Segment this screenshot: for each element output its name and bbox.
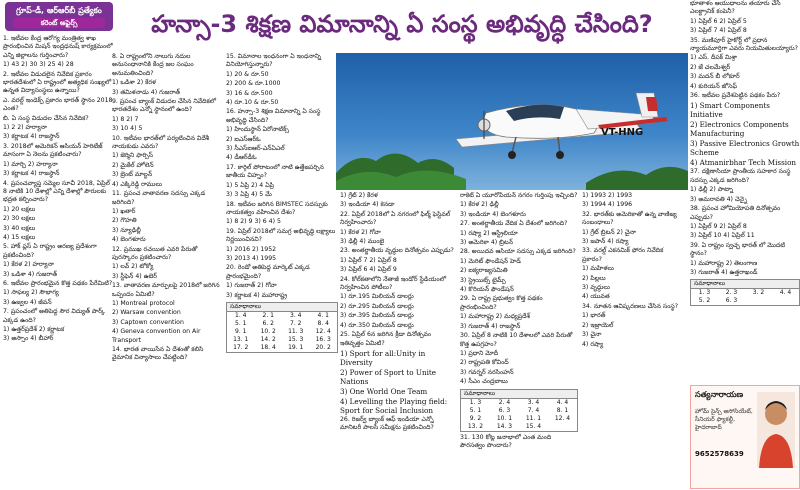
question-line: 1) ప్రధాని మోదీ (460, 349, 499, 357)
question-line: 3) Passive Electronics Growth Scheme (690, 139, 800, 158)
answer-cell: 10. 2 (260, 327, 276, 335)
question-line: 3) ఇండియా 4) కెనడా (340, 201, 395, 209)
question-line: 1) ఒడిశా 2) కేరళ (112, 79, 157, 87)
question-line: 29. ఏ రాష్ట్ర ప్రభుత్వం కొత్త పథకం ప్రారంభించింది? (460, 295, 543, 311)
question-line: 2) మైకేల్ హోలెన్ (112, 161, 154, 169)
answer-cell: 15. 4 (525, 422, 542, 430)
author-phone: 9652578639 (695, 450, 744, 458)
question-line: 23. అంతర్జాతీయ వృద్ధుల దినోత్సవం ఎప్పుడు? (340, 247, 454, 255)
question-line: 3) అస్సాం 4) బీహార్ (3, 335, 54, 343)
answers-header: సమాధానాలు (691, 280, 799, 289)
answer-cell (745, 297, 772, 305)
answers-row (691, 289, 799, 297)
answers-table (691, 289, 799, 305)
question-line: 36. ఇటీవల ప్రవేశపెట్టిన పథకం పేరు? (690, 92, 781, 100)
answer-cell (548, 423, 577, 431)
answer-cell: 7. 4 (527, 406, 540, 414)
answers-row (227, 344, 337, 352)
column-1 (3, 0, 115, 490)
answers-table (227, 312, 337, 352)
answers-row (227, 312, 337, 320)
question-line: 1) మార్చి 2) హర్యానా (3, 160, 58, 168)
question-line: 7. ప్రపంచంలో అతిపెద్ద సౌర విద్యుత్ పార్క్ ఎక్కడ ఉంది? (3, 308, 105, 324)
question-line: 4) కొరియన్ ఫౌండేషన్ (460, 286, 514, 294)
question-line: 1) కేరళ 2) గోవా (340, 228, 381, 236)
question-line: 30. ఏప్రిల్ 8 నాటికి 10 దేశాలలో ఎవరి పేరుతో కొత్త ఉపగ్రహం? (460, 332, 573, 348)
answer-cell: 4. 4 (556, 398, 569, 406)
column-6-questions (582, 192, 684, 349)
question-line: 4) 15 లక్షలు (3, 233, 36, 241)
answers-box-2 (460, 389, 578, 432)
question-line: 35. మణిపూర్ హైకోర్ట్ లో ప్రధాన న్యాయమూర్తిగా ఎవరు నియమితులయ్యారు? (690, 36, 798, 53)
answer-cell: 8. 1 (556, 406, 569, 414)
question-line: 1) కేరళ 2) ఢిల్లీ (460, 201, 499, 209)
question-line: 14. భారత వాయిసేన ఏ దేశంతో కలిసి వైమానిక విన్యాసాలు చేపట్టింది? (112, 346, 204, 362)
author-name: సత్యనారాయణ (695, 390, 744, 399)
question-line: 3) అమెరికా 4) బ్రిటన్ (460, 239, 514, 247)
answers-header: సమాధానాలు (227, 303, 337, 312)
author-photo (757, 392, 795, 468)
question-line: 1) 1993 2) 1993 (582, 192, 633, 199)
question-line: 1) మహారాష్ట్ర 2) తెలంగాణ (690, 259, 758, 267)
answer-cell: 20. 2 (315, 343, 331, 351)
question-line: 4) రూ.10 & రూ.50 (226, 99, 279, 107)
question-line: 1) గుజరాత్ 2) గోవా (226, 282, 277, 290)
answer-cell: 5. 2 (698, 297, 711, 305)
question-line: 2) 30 లక్షలు (3, 215, 36, 223)
question-line: 3) సీఎస్ఐఆర్-ఎన్ఏఎల్ (226, 145, 285, 153)
question-line: 2) Warsaw convention (112, 309, 181, 317)
question-line: 3. 2018లో అమెరికన్ ఆసియన్ హెరిటేజ్ మాసంగా ఏ నెలను ప్రకటించారు? (3, 142, 103, 159)
answer-cell: 9. 1 (235, 327, 247, 335)
answer-cell: 13. 2 (467, 422, 484, 430)
section-header (5, 2, 113, 31)
question-line: 31. 130 కోట్ల జనాభాలో ఎంత మంది పౌరసత్వం పొందారు? (460, 433, 552, 449)
question-line: 1) Montreal protocol (112, 299, 175, 307)
question-line: 3) 3 ఏప్రి 4) 5 మే (226, 191, 272, 199)
question-line: 3) 10 4) 5 (112, 125, 143, 133)
question-line: 13. వాతావరణ మార్పులపై 2018లో జరిగిన ఒప్పందం ఏమిటి? (112, 282, 220, 298)
question-line: 4) బెంగళూరు (112, 236, 146, 244)
question-line: 33. వరల్డ్ ఎకనమిక్ ఫోరం నివేదిక ప్రకారం? (582, 247, 664, 263)
question-line: 1) 8 2) 7 (112, 115, 139, 123)
question-line: ఎ. వరల్డ్ ఇండెక్స్ ప్రకారం భారత్ స్థానం 2018 ఎంత? (3, 96, 113, 113)
question-line: 1) ఉత్తర్‌ప్రదేశ్ 2) కర్ణాటక (3, 326, 65, 333)
question-line: 2) 200 & రూ.1000 (226, 80, 281, 88)
question-line: 1) ఎస్. దీపక్ మిశ్రా (690, 54, 737, 62)
question-line: 1) 20 & రూ.50 (226, 70, 269, 78)
question-line: 1) మహారాష్ట్ర 2) మధ్యప్రదేశ్ (460, 313, 530, 321)
question-line: 9. ప్రపంచ బ్యాంక్ విడుదల చేసిన నివేదికలో భారతదేశం ఎన్నో స్థానంలో ఉంది? (112, 98, 217, 114)
question-line: 3) జపాన్ 4) రష్యా (582, 238, 629, 246)
answer-cell: 11. 1 (525, 414, 542, 422)
question-line: 3) Captown convention (112, 318, 184, 326)
column-5-questions (460, 192, 578, 387)
column-4-questions (340, 192, 456, 348)
question-line: 3) కర్ణాటక 4) రాజస్థాన్ (3, 133, 60, 141)
question-line: 3) గవర్నర్ నరసింహన్ (460, 368, 514, 376)
question-line: 4) Atmanirbhar Tech Mission (690, 158, 797, 168)
answer-cell: 1. 3 (469, 398, 482, 406)
question-line: 3) స్ట్రెయిట్స్ టైమ్స్ (460, 276, 506, 284)
answer-cell: 1. 3 (698, 289, 711, 297)
column-4-english-options (340, 349, 456, 415)
question-line: 1) 20 లక్షలు (3, 205, 36, 213)
question-line: 39. ఏ రాష్ట్రం స్వచ్ఛ భారత్ లో మొదటి స్థానం? (690, 241, 786, 258)
section-label: కరెంట్ అఫైర్స్ (13, 18, 105, 28)
answer-cell: 13. 1 (233, 335, 249, 343)
question-line: 34. నూతన ఆవిష్కరణలు చేసిన సంస్థ? (582, 302, 679, 310)
question-line: 3) కర్ణాటక 4) రాజస్థాన్ (3, 170, 60, 178)
question-line: 1) హిందుస్థాన్ ఏరోనాటిక్స్ (226, 126, 289, 134)
question-line: 27. అంతర్జాతీయ వేదిక ఏ దేశంలో జరిగింది? (460, 220, 568, 228)
question-line: 25. ఏప్రిల్ 6న జరిగిన క్రీడా దినోత్సవం ఇతివృత్తం ఏమిటి? (340, 331, 432, 347)
question-line: 16. హన్సా-3 శిక్షణ విమానాన్ని ఏ సంస్థ అభివృద్ధి చేసింది? (226, 108, 321, 124)
question-line: 3) రూ.395 మిలియన్ డాలర్లు (340, 312, 414, 320)
column-7-questions (690, 0, 800, 100)
question-line: 1) ఢిల్లీ 2) పాట్నా (690, 186, 734, 194)
question-line: 4) రూ.350 మిలియన్ డాలర్లు (340, 321, 414, 329)
question-line: 3) 16 & రూ.500 (226, 89, 273, 97)
column-5-tail (460, 434, 578, 451)
question-line: 3) ఏప్రిల్ 10 4) ఏప్రిల్ 11 (690, 232, 755, 240)
question-line: 18. ఇటీవల జరిగిన BIMSTEC సదస్సుకు నాయకత్వం వహించిన దేశం? (226, 200, 328, 216)
series-label: గ్రూప్-డీ, ఆర్‌ఆర్‌బీ ప్రత్యేకం (16, 6, 102, 15)
question-line: రాకెట్ ఏ యూరోపియన్ నగరం గుర్తింపు ఇచ్చింది? (460, 192, 578, 199)
answers-row (461, 399, 577, 407)
question-line: 3) తమిళనాడు 4) గుజరాత్ (112, 88, 180, 96)
author-box (690, 385, 800, 489)
answers-table (461, 399, 577, 431)
question-line: 1) కేరళ 2) హర్యానా (3, 261, 54, 269)
question-line: 26. రిజర్వ్ బ్యాంక్ ఆఫ్ ఇండియా ఎన్నో మానిటరీ పాలసీ సమీక్షను ప్రకటించింది? (340, 415, 434, 432)
answer-cell: 4. 4 (779, 289, 792, 297)
question-line: 3) మదన్ బీ లోకూర్ (690, 73, 740, 81)
answer-cell: 16. 3 (315, 335, 331, 343)
question-line: 2) ఐఎస్ఆర్‌ఓ (226, 135, 261, 143)
question-line: 3) ఒడిశా 4) గుజరాత్ (3, 270, 58, 278)
answer-cell: 10. 1 (496, 414, 513, 422)
question-line: 38. ప్రపంచ హోమియోపతి దినోత్సవం ఎప్పుడు? (690, 205, 781, 221)
answer-cell: 18. 4 (260, 343, 276, 351)
question-line: 1) Smart Components Initiative (690, 101, 770, 120)
answer-cell: 6. 2 (262, 319, 274, 327)
question-line: 6. ఇటీవల ప్రారంభమైన కొత్త పథకం పేరేమిటి? (3, 279, 113, 287)
answers-row (461, 407, 577, 415)
answer-cell: 2. 4 (498, 398, 511, 406)
question-line: 24. కోల్‌కతాలోని నేతాజీ ఇండోర్ స్టేడియంలో నిర్వహించిన పోటీలు? (340, 275, 446, 292)
answer-cell: 17. 2 (233, 343, 249, 351)
question-line: 3) వృద్ధులు (582, 284, 610, 292)
question-line: 1) Sport for all:Unity in Diversity (340, 348, 426, 367)
answer-cell: 15. 3 (288, 335, 304, 343)
question-line: 5. హాక్ ప్లస్ ఏ రాష్ట్రం అరణ్య ప్రదేశంగా ప్రకటించింది? (3, 243, 97, 259)
question-line: 32. భారత్‌కు అమెరికాతో ఉన్న వాణిజ్య సంబంధాలు? (582, 210, 677, 227)
question-line: 1) భారత్ (582, 312, 606, 320)
question-line: 1) ఏప్రిల్ 7 2) ఏప్రిల్ 8 (340, 256, 397, 264)
question-line: 4) ఎక్కిరెడ్డి రాములు (112, 180, 162, 188)
answer-cell: 14. 2 (260, 335, 276, 343)
question-line: 4) రష్యా (582, 340, 604, 348)
question-line: 37. దక్షిణాసియా ప్రాంతీయ సహకార సంస్థ సదస్సు ఎక్కడ జరిగింది? (690, 168, 791, 184)
question-line: 28. అయిదవ ఆసియా సదస్సు ఎక్కడ జరిగింది? (460, 248, 576, 256)
question-line: 4) Geneva convention on Air Transport (112, 328, 201, 344)
question-line: 1) ఏప్రిల్ 6 2) ఏప్రిల్ 5 (690, 17, 747, 25)
answer-cell: 3. 4 (290, 311, 302, 319)
answer-cell: 6. 3 (498, 406, 511, 414)
answer-cell: 2. 1 (262, 311, 274, 319)
question-line: 2) రూ.295 మిలియన్ డాలర్లు (340, 302, 414, 310)
question-line: 3) ఏప్రిల్ 6 4) ఏప్రిల్ 9 (340, 266, 397, 274)
question-line: 2) జే చలమేశ్వర్ (690, 63, 731, 71)
question-line: 1) ఖతార్ (112, 207, 136, 215)
column-7-english-options (690, 101, 800, 167)
question-line: 1) మహిళలు (582, 265, 614, 273)
question-line: 8. ఏ రాష్ట్రంలోని నాలుగు నదుల అనుసంధానానికి కేంద్ర జల సంఘం అనుమతించింది? (112, 53, 194, 77)
question-line: 4) డీఆర్‌డీఓ (226, 154, 257, 162)
column-7-tail (690, 168, 800, 277)
question-line: 2) Electronics Components Manufacturing (690, 120, 789, 139)
question-line: 1) మెరిట్ ఫౌండేషన్ హెడ్ (460, 257, 521, 265)
question-line: 4) సీఎం చంద్రబాబు (460, 378, 508, 386)
column-6 (582, 192, 684, 490)
question-line: 1) గ్రేట్ బ్రిటన్ 2) చైనా (582, 228, 636, 236)
column-2 (112, 53, 224, 490)
question-line: 1) రూ.195 మిలియన్ డాలర్లు (340, 293, 414, 301)
question-line: 4. ప్రపంచవ్యాప్త సమ్మెల సూచీ 2018, ఏప్రిల్ 8 నాటికి 10 దేశాల్లో ఎన్ని దేశాల్లో పౌరులకు భద్రత కల్పించారు? (3, 179, 110, 204)
question-line: 1) 2016 2) 1952 (226, 245, 277, 253)
question-line: 1) 5 ఏప్రి 2) 4 ఏప్రి (226, 181, 275, 189)
answers-row (227, 336, 337, 344)
answers-row (691, 297, 799, 305)
question-line: 2) రాష్ట్రపతి కోవింద్ (460, 359, 509, 367)
question-line: 3) గుజరాత్ 4) ఉత్తరాఖండ్ (690, 268, 758, 276)
question-line: 2) ఇజ్రాయెల్ (582, 321, 614, 329)
answer-cell: 3. 4 (527, 398, 540, 406)
question-line: 12. ప్రముఖ రచయిత ఎవరి పేరుతో పురస్కారం ప్రకటించారు? (112, 245, 198, 261)
answers-row (227, 328, 337, 336)
answers-box-3 (690, 279, 800, 306)
answers-row (461, 415, 577, 423)
question-line: 1) 43 2) 30 3) 25 4) 28 (3, 61, 74, 69)
answers-row (227, 320, 337, 328)
answer-cell: 9. 2 (469, 414, 482, 422)
question-line: 2) గౌహతి (112, 217, 137, 225)
question-line: భూతాళం ఆయుధాలను తయారు చేసే ఎలక్ట్రానిక్ కంపెనీ? (690, 0, 781, 16)
question-line: 4) కురియన్ జోసెఫ్ (690, 82, 738, 90)
question-line: 3) ఇండియా 4) బెంగళూరు (460, 210, 526, 218)
question-line: 3) ఏప్రిల్ 7 4) ఏప్రిల్ 8 (690, 27, 747, 35)
aircraft-image (336, 53, 688, 190)
answer-cell (772, 297, 799, 305)
question-line: 3) One World One Team (340, 386, 428, 396)
question-line: 4) యువత (582, 293, 610, 301)
question-line: 3) 40 లక్షలు (3, 224, 36, 232)
question-line: 2. ఇటీవల విడుదలైన నివేదిక ప్రకారం భారతదేశంలో ఏ రాష్ట్రంలో అత్యధిక సంఖ్యలో ఉన్నత విద్యాసంస్థలు ఉన్నాయి? (3, 70, 112, 95)
column-5 (460, 192, 578, 490)
column-4-tail (340, 416, 456, 433)
question-line: 3) గుజరాత్ 4) రాజస్థాన్ (460, 322, 521, 330)
question-line: 1) లవ్ 2) టోక్యో (112, 263, 154, 271)
question-line: 1) సాఫల్య 2) సౌభాగ్య (3, 289, 59, 297)
answer-cell: 11. 3 (288, 327, 304, 335)
question-line: 3) ఉజ్వల 4) జీవన్ (3, 298, 52, 306)
question-line: 1) గ్రేట్ 2) కేరళ (340, 192, 378, 199)
answer-cell: 8. 4 (317, 319, 329, 327)
answers-box-1 (226, 302, 338, 353)
question-line: 19. ఏప్రిల్ 2018లో సమగ్ర అభివృద్ధి లక్ష్యాలు నిర్ణయించినవి? (226, 227, 336, 244)
column-4 (340, 192, 456, 490)
answer-cell: 5. 1 (235, 319, 247, 327)
question-line: 1) జెర్మిని ఫార్సిస్ (112, 152, 153, 160)
aircraft-photo (336, 53, 688, 190)
question-line: 1) 8 2) 9 3) 6 4) 5 (226, 218, 281, 226)
question-line: 1) 2 2) హర్యానా (3, 124, 47, 132)
page-title: హన్సా-3 శిక్షణ విమానాన్ని ఏ సంస్థ అభివృద్ధి చేసింది? (151, 10, 653, 38)
question-line: 3) 2013 4) 1995 (226, 254, 277, 262)
question-line: 11. ప్రపంచ వాతావరణ సదస్సు ఎక్కడ జరిగింది? (112, 190, 206, 206)
question-line: 2) Power of Sport to Unite Nations (340, 367, 437, 386)
answer-cell: 14. 3 (496, 422, 513, 430)
question-line: 22. ఏప్రిల్ 2018లో ఏ నగరంలో ఫిల్మ్ ఫెస్టివల్ నిర్వహించారు? (340, 210, 451, 227)
answer-cell: 7. 2 (290, 319, 302, 327)
question-line: 3) బ్రెంట్ మాల్టన్ (112, 171, 153, 179)
author-description: హోమ్ సైన్స్ అసోసియేట్, సీనియర్ ఫ్యాకల్టీ, హైదరాబాద్ (695, 408, 753, 431)
question-line: 1) ఏప్రిల్ 9 2) ఏప్రిల్ 8 (690, 222, 747, 230)
question-line: బి. ఏ సంస్థ విడుదల చేసిన నివేదిక? (3, 114, 89, 122)
question-line: 3) స్టీఫెన్ 4) ఉబెర్ (112, 272, 157, 280)
question-line: 3) అమరావతి 4) చెన్నై (690, 195, 747, 203)
question-line: 10. ఇటీవల భారత్‌లో పర్యటించిన విదేశీ నాయకుడు ఎవరు? (112, 134, 210, 151)
column-3-questions (226, 53, 338, 300)
answer-cell: 12. 4 (315, 327, 331, 335)
column-3 (226, 53, 338, 490)
answers-row (461, 423, 577, 431)
question-line: 3) చైనా (582, 331, 602, 339)
column-1-questions (3, 35, 115, 344)
answer-cell: 4. 1 (317, 311, 329, 319)
answers-header: సమాధానాలు (461, 390, 577, 399)
answer-cell: 12. 4 (554, 414, 571, 422)
question-line: 3) న్యూఢిల్లీ (112, 226, 141, 234)
answer-cell: 5. 1 (469, 406, 482, 414)
question-line: 20. రెండో అతిపెద్ద మార్కెట్ ఎక్కడ ప్రారంభమైంది? (226, 264, 310, 280)
question-line: 3) కర్ణాటక 4) మహారాష్ట్ర (226, 291, 288, 299)
answer-cell: 2. 3 (725, 289, 738, 297)
answer-cell: 3. 2 (752, 289, 765, 297)
question-line: 1) రష్యా 2) ఆస్ట్రేలియా (460, 229, 518, 237)
aircraft-registration: VT-HNG (601, 127, 644, 138)
question-line: 3) 1994 4) 1996 (582, 201, 633, 209)
question-line: 2) ఐక్యరాజ్యసమితి (460, 267, 508, 275)
question-line: 3) ఢిల్లీ 4) ముంబై (340, 238, 385, 246)
question-line: 2) పిల్లలు (582, 274, 606, 282)
question-line: 15. విమానాల ఇంధనంగా ఏ ఇంధనాన్ని వినియోగిస్తున్నారు? (226, 53, 322, 69)
question-line: 17. కార్గిల్ పోరాటంలో నాటి ఉత్తేజపర్చిన జాతీయ చిహ్నం? (226, 163, 324, 180)
answer-cell: 19. 1 (288, 343, 304, 351)
question-line: 4) Levelling the Playing field: Sport for Social Inclusion (340, 396, 448, 415)
answer-cell: 1. 4 (235, 311, 247, 319)
column-2-questions (112, 53, 224, 363)
question-line: 1. ఇటీవల కేంద్ర ఆరోగ్య మంత్రిత్వ శాఖ ప్రారంభించిన మిషన్ ఇంద్రధనుష్ కార్యక్రమంలో ఎన్ని జిల్లాలను గుర్తించారు? (3, 35, 113, 59)
answer-cell: 6. 3 (725, 297, 738, 305)
